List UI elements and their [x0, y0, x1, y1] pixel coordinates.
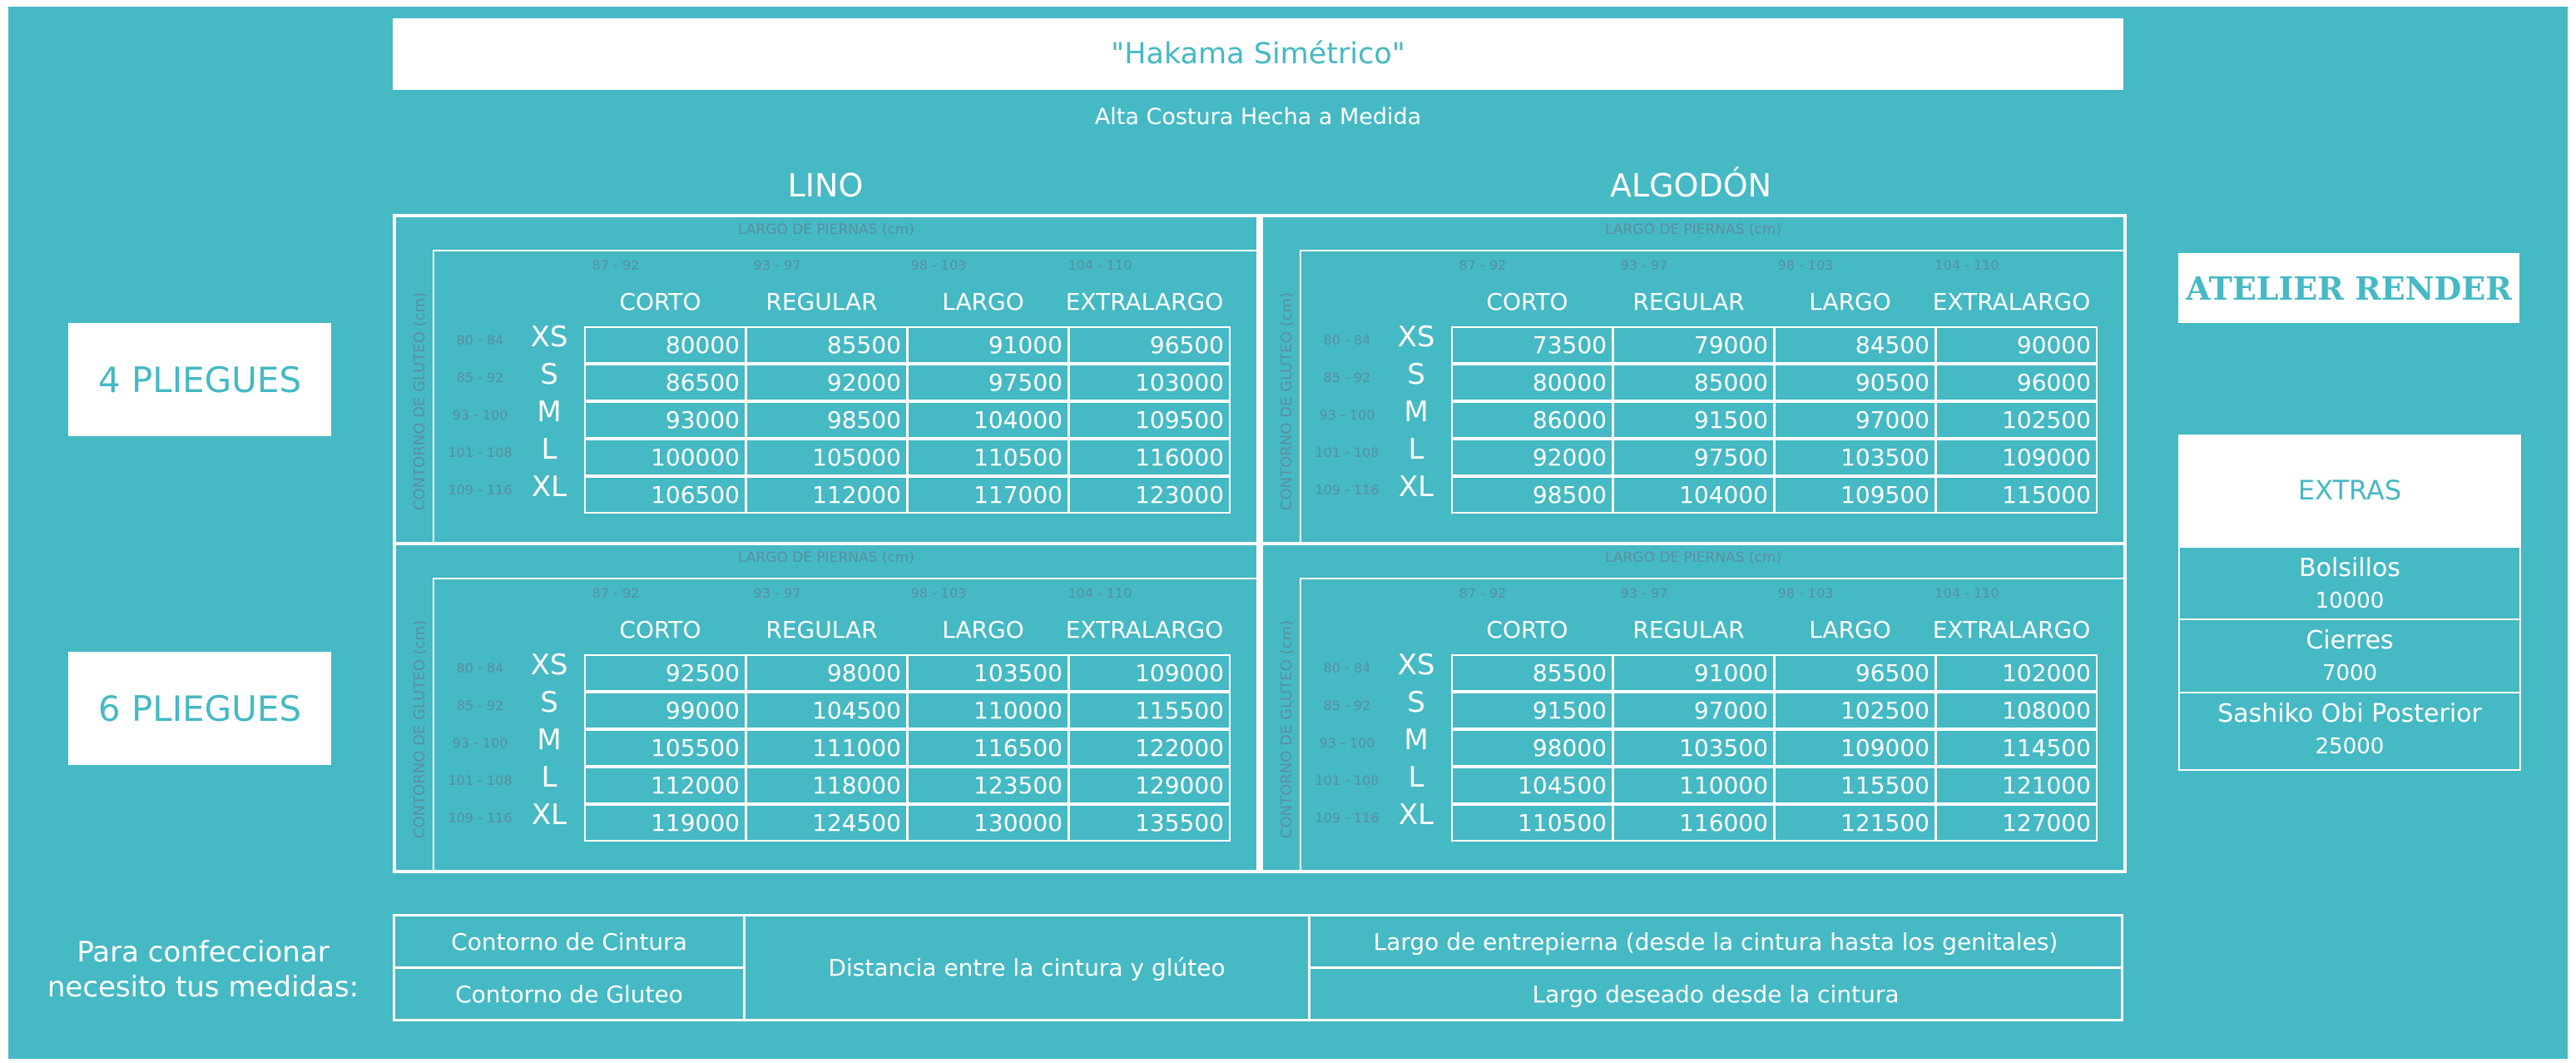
price-cell: 105500	[584, 729, 746, 767]
price-cell: 116000	[1612, 804, 1775, 842]
hip-range: 93 - 100	[1319, 407, 1375, 423]
material-header-lino: LINO	[787, 167, 864, 204]
price-cell: 122000	[1068, 729, 1231, 767]
price-cell: 116000	[1068, 439, 1231, 476]
column-header: REGULAR	[1632, 615, 1745, 643]
price-cell: 117000	[907, 476, 1069, 514]
price-cell: 73500	[1451, 326, 1613, 364]
size-label: L	[1408, 432, 1424, 466]
price-cell: 106500	[584, 476, 746, 514]
extras-list	[2178, 546, 2521, 771]
page-subtitle: Alta Costura Hecha a Medida	[1094, 103, 1422, 130]
price-cell: 97500	[1612, 439, 1775, 476]
leg-range: 104 - 110	[1934, 256, 1999, 273]
price-cell: 97000	[1612, 692, 1775, 729]
size-label: M	[1404, 395, 1429, 429]
axis-label-hip: CONTORNO DE GLUTEO (cm)	[1277, 291, 1295, 511]
price-cell: 80000	[584, 326, 746, 364]
hip-range: 80 - 84	[456, 332, 504, 348]
leg-range: 98 - 103	[910, 584, 967, 601]
axis-label-leg: LARGO DE PIERNAS (cm)	[737, 221, 915, 238]
price-cell: 92000	[1451, 439, 1613, 476]
axis-label-hip: CONTORNO DE GLUTEO (cm)	[410, 291, 429, 511]
price-cell: 109000	[1774, 729, 1936, 767]
price-cell: 91500	[1612, 401, 1775, 439]
measures-intro	[20, 932, 386, 1007]
price-cell: 84500	[1774, 326, 1936, 364]
size-label: S	[540, 685, 558, 719]
column-header: EXTRALARGO	[1065, 287, 1224, 315]
size-label: XS	[1397, 320, 1435, 354]
hip-range: 85 - 92	[1323, 370, 1371, 385]
size-label: S	[540, 357, 558, 391]
axis-label-leg: LARGO DE PIERNAS (cm)	[737, 549, 915, 566]
price-cell: 130000	[907, 804, 1069, 842]
price-cell: 85500	[1451, 654, 1613, 692]
price-cell: 121000	[1935, 767, 2098, 804]
price-cell: 110000	[907, 692, 1069, 729]
price-cell: 102000	[1935, 654, 2098, 692]
size-label: M	[1404, 723, 1429, 757]
extra-price: 25000	[2315, 734, 2385, 759]
price-cell: 103000	[1068, 364, 1231, 401]
pleats-label-6: 6 PLIEGUES	[68, 652, 331, 765]
material-header-algodon: ALGODÓN	[1609, 167, 1772, 204]
leg-range: 87 - 92	[1459, 584, 1507, 601]
price-cell: 99000	[584, 692, 746, 729]
price-cell: 115000	[1935, 476, 2098, 514]
price-cell: 80000	[1451, 364, 1613, 401]
size-label: XL	[531, 797, 567, 832]
size-label: XL	[531, 469, 567, 504]
size-label: L	[541, 432, 557, 466]
price-cell: 90500	[1774, 364, 1936, 401]
column-header: LARGO	[1809, 615, 1891, 643]
leg-range: 104 - 110	[1068, 584, 1132, 601]
leg-range: 98 - 103	[1777, 256, 1834, 273]
hip-range: 109 - 116	[1315, 810, 1380, 826]
price-cell: 97500	[907, 364, 1069, 401]
size-label: M	[537, 723, 562, 757]
hip-range: 80 - 84	[456, 660, 504, 676]
axis-label-leg: LARGO DE PIERNAS (cm)	[1604, 549, 1782, 566]
leg-range: 93 - 97	[1620, 256, 1668, 273]
hip-range: 85 - 92	[1323, 698, 1371, 713]
price-cell: 96500	[1068, 326, 1231, 364]
size-label: M	[537, 395, 562, 429]
leg-range: 93 - 97	[753, 256, 801, 273]
price-cell: 135500	[1068, 804, 1231, 842]
price-cell: 109500	[1068, 401, 1231, 439]
extra-name: Cierres	[2306, 625, 2394, 655]
measure-entrepierna: Largo de entrepierna (desde la cintura hasta los genitales)	[1308, 914, 2123, 969]
column-header: CORTO	[619, 615, 701, 643]
leg-range: 104 - 110	[1934, 584, 1999, 601]
price-cell: 105000	[746, 439, 908, 476]
extra-item	[2180, 693, 2519, 769]
price-cell: 112000	[746, 476, 908, 514]
price-cell: 86000	[1451, 401, 1613, 439]
leg-range: 98 - 103	[910, 256, 967, 273]
price-cell: 118000	[746, 767, 908, 804]
price-cell: 115500	[1774, 767, 1936, 804]
price-cell: 102500	[1935, 401, 2098, 439]
pleats-label-4: 4 PLIEGUES	[68, 323, 331, 436]
hip-range: 80 - 84	[1323, 332, 1371, 348]
price-cell: 92500	[584, 654, 746, 692]
price-cell: 91000	[907, 326, 1069, 364]
measures-intro-line2: necesito tus medidas:	[47, 971, 359, 1004]
measure-cintura: Contorno de Cintura	[393, 914, 746, 969]
column-header: CORTO	[1486, 615, 1568, 643]
column-header: LARGO	[1809, 287, 1891, 315]
price-cell: 98500	[1451, 476, 1613, 514]
size-label: L	[541, 760, 557, 794]
price-cell: 102500	[1774, 692, 1936, 729]
column-header: CORTO	[1486, 287, 1568, 315]
size-label: S	[1407, 357, 1425, 391]
column-header: EXTRALARGO	[1065, 615, 1224, 643]
price-cell: 98000	[746, 654, 908, 692]
price-cell: 85500	[746, 326, 908, 364]
price-cell: 109000	[1935, 439, 2098, 476]
column-header: EXTRALARGO	[1932, 615, 2091, 643]
hip-range: 101 - 108	[448, 445, 513, 460]
price-cell: 115500	[1068, 692, 1231, 729]
price-cell: 91000	[1612, 654, 1775, 692]
measure-gluteo: Contorno de Gluteo	[393, 966, 746, 1021]
hip-range: 80 - 84	[1323, 660, 1371, 676]
price-cell: 104000	[1612, 476, 1775, 514]
price-cell: 97000	[1774, 401, 1936, 439]
column-header: REGULAR	[1632, 287, 1745, 315]
price-cell: 121500	[1774, 804, 1936, 842]
price-cell: 119000	[584, 804, 746, 842]
price-cell: 98500	[746, 401, 908, 439]
extras-title: EXTRAS	[2178, 435, 2521, 546]
extra-price: 7000	[2321, 661, 2378, 686]
price-cell: 109500	[1774, 476, 1936, 514]
price-cell: 111000	[746, 729, 908, 767]
price-cell: 110500	[1451, 804, 1613, 842]
price-cell: 96500	[1774, 654, 1936, 692]
price-cell: 93000	[584, 401, 746, 439]
extra-name: Bolsillos	[2299, 553, 2400, 583]
leg-range: 93 - 97	[753, 584, 801, 601]
price-sheet	[8, 7, 2568, 1059]
price-cell: 103500	[1612, 729, 1775, 767]
axis-label-hip: CONTORNO DE GLUTEO (cm)	[410, 619, 429, 839]
price-cell: 110000	[1612, 767, 1775, 804]
size-label: XS	[530, 320, 568, 354]
price-cell: 104500	[1451, 767, 1613, 804]
price-cell: 92000	[746, 364, 908, 401]
axis-label-hip: CONTORNO DE GLUTEO (cm)	[1277, 619, 1295, 839]
price-cell: 108000	[1935, 692, 2098, 729]
price-cell: 104500	[746, 692, 908, 729]
page-title: "Hakama Simétrico"	[393, 18, 2123, 90]
price-cell: 90000	[1935, 326, 2098, 364]
size-label: S	[1407, 685, 1425, 719]
column-header: LARGO	[942, 287, 1024, 315]
hip-range: 93 - 100	[452, 735, 508, 751]
extra-name: Sashiko Obi Posterior	[2217, 698, 2482, 728]
price-cell: 103500	[907, 654, 1069, 692]
price-cell: 96000	[1935, 364, 2098, 401]
leg-range: 98 - 103	[1777, 584, 1834, 601]
column-header: EXTRALARGO	[1932, 287, 2091, 315]
extra-price: 10000	[2315, 589, 2385, 613]
leg-range: 93 - 97	[1620, 584, 1668, 601]
price-cell: 114500	[1935, 729, 2098, 767]
hip-range: 85 - 92	[456, 370, 504, 385]
hip-range: 109 - 116	[1315, 482, 1380, 498]
price-cell: 100000	[584, 439, 746, 476]
price-cell: 103500	[1774, 439, 1936, 476]
price-cell: 127000	[1935, 804, 2098, 842]
size-label: XL	[1398, 797, 1434, 832]
hip-range: 101 - 108	[1315, 772, 1380, 788]
extra-item	[2180, 620, 2519, 693]
axis-label-leg: LARGO DE PIERNAS (cm)	[1604, 221, 1782, 238]
hip-range: 93 - 100	[1319, 735, 1375, 751]
column-header: REGULAR	[765, 615, 878, 643]
price-cell: 123500	[907, 767, 1069, 804]
price-cell: 124500	[746, 804, 908, 842]
column-header: LARGO	[942, 615, 1024, 643]
brand-logo: ATELIER RENDER	[2178, 253, 2519, 323]
extra-item	[2180, 548, 2519, 620]
price-cell: 86500	[584, 364, 746, 401]
leg-range: 87 - 92	[592, 256, 640, 273]
price-cell: 109000	[1068, 654, 1231, 692]
column-header: CORTO	[619, 287, 701, 315]
measure-largo: Largo deseado desde la cintura	[1308, 966, 2123, 1021]
price-cell: 79000	[1612, 326, 1775, 364]
hip-range: 93 - 100	[452, 407, 508, 423]
size-label: XS	[1397, 648, 1435, 682]
hip-range: 109 - 116	[448, 482, 513, 498]
size-label: L	[1408, 760, 1424, 794]
hip-range: 101 - 108	[1315, 445, 1380, 460]
size-label: XL	[1398, 469, 1434, 504]
price-cell: 85000	[1612, 364, 1775, 401]
price-cell: 98000	[1451, 729, 1613, 767]
column-header: REGULAR	[765, 287, 878, 315]
leg-range: 87 - 92	[592, 584, 640, 601]
leg-range: 87 - 92	[1459, 256, 1507, 273]
price-cell: 116500	[907, 729, 1069, 767]
measures-intro-line1: Para confeccionar	[77, 936, 329, 969]
hip-range: 101 - 108	[448, 772, 513, 788]
price-cell: 91500	[1451, 692, 1613, 729]
measure-distancia: Distancia entre la cintura y glúteo	[743, 914, 1310, 1021]
hip-range: 85 - 92	[456, 698, 504, 713]
size-label: XS	[530, 648, 568, 682]
price-cell: 112000	[584, 767, 746, 804]
leg-range: 104 - 110	[1068, 256, 1132, 273]
price-cell: 129000	[1068, 767, 1231, 804]
hip-range: 109 - 116	[448, 810, 513, 826]
price-cell: 104000	[907, 401, 1069, 439]
price-cell: 110500	[907, 439, 1069, 476]
price-cell: 123000	[1068, 476, 1231, 514]
